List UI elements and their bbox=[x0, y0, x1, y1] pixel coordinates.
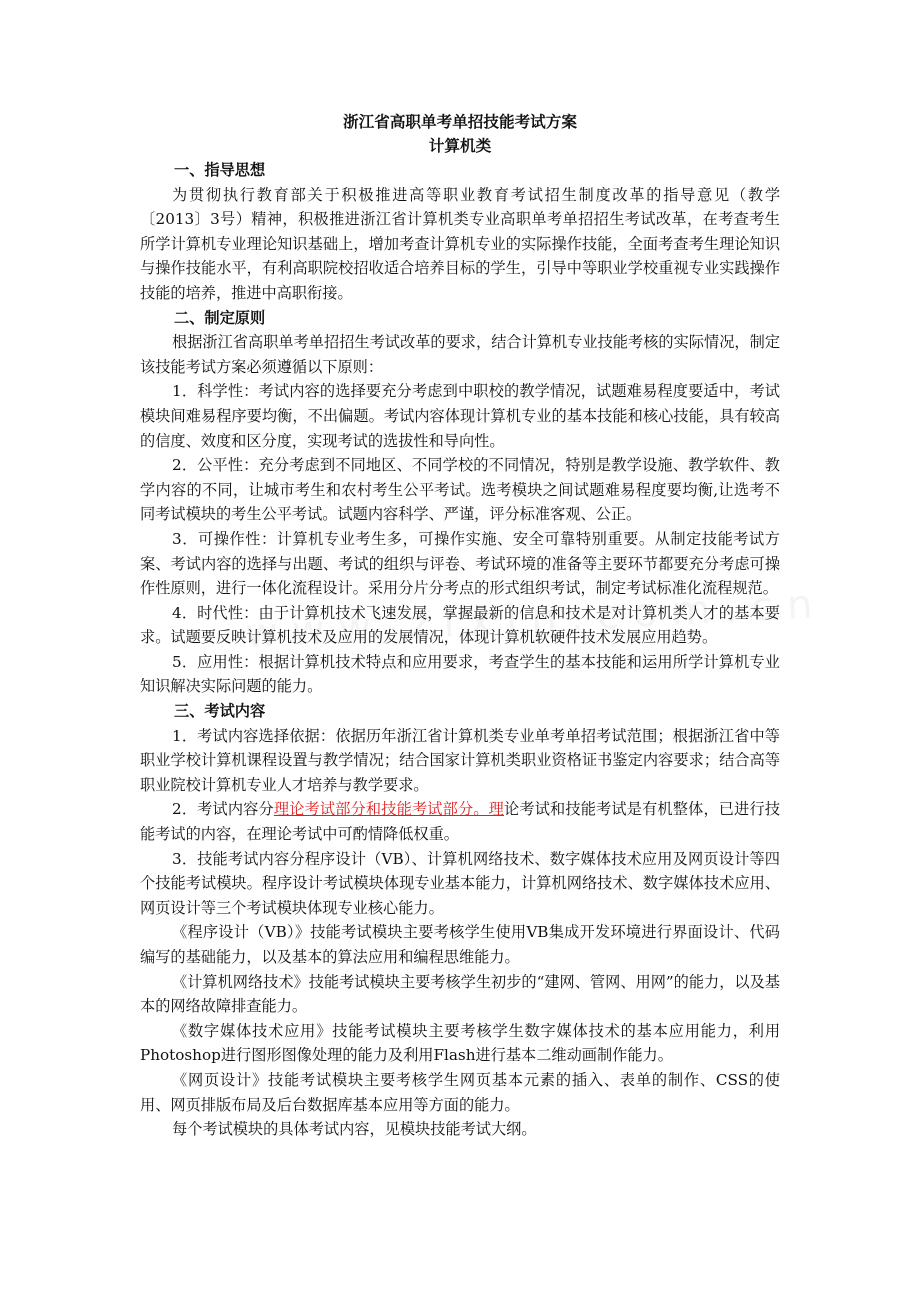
paragraph: 为贯彻执行教育部关于积极推进高等职业教育考试招生制度改革的指导意见（教学〔2013〕3号）精神，积极推进浙江省计算机类专业高职单考单招招生考试改革，在考查考生所学计算机专业理论知识基础上，增加考查计算机专业的实际操作技能，全面考查考生理论知识与操作技能水平，有利高职院校招收适合培养目标的学生，引导中等职业学校重视专业实践操作技能的培养，推进中高职衔接。 bbox=[140, 185, 780, 302]
paragraph: 5．应用性：根据计算机技术特点和应用要求，考查学生的基本技能和运用所学计算机专业知识解决实际问题的能力。 bbox=[140, 652, 780, 696]
document-subtitle: 计算机类 bbox=[428, 137, 492, 155]
paragraph: 根据浙江省高职单考单招招生考试改革的要求，结合计算机专业技能考核的实际情况，制定该技能考试方案必须遵循以下原则： bbox=[140, 333, 780, 376]
text-segment: 2．考试内容分 bbox=[172, 800, 274, 819]
paragraph: 每个考试模块的具体考试内容，见模块技能考试大纲。 bbox=[172, 1120, 537, 1139]
document-title: 浙江省高职单考单招技能考试方案 bbox=[343, 113, 577, 131]
section-heading-guiding-ideology: 一、指导思想 bbox=[174, 161, 266, 179]
paragraph: 2．公平性：充分考虑到不同地区、不同学校的不同情况，特别是教学设施、教学软件、教学内容的不同，让城市考生和农村考生公平考试。选考模块之间试题难易程度要均衡,让选考不同考试模块的考生公平考试。试题内容科学、严谨，评分标准客观、公正。 bbox=[140, 456, 780, 524]
paragraph: 《网页设计》技能考试模块主要考核学生网页基本元素的插入、表单的制作、CSS的使用、网页排版布局及后台数据库基本应用等方面的能力。 bbox=[140, 1070, 780, 1114]
paragraph: 《计算机网络技术》技能考试模块主要考核学生初步的“建网、管网、用网”的能力，以及基本的网络故障排查能力。 bbox=[140, 972, 780, 1016]
paragraph: 1．科学性：考试内容的选择要充分考虑到中职校的教学情况，试题难易程度要适中，考试模块间难易程序要均衡，不出偏题。考试内容体现计算机专业的基本技能和核心技能，具有较高的信度、效度和区分度，实现考试的选拔性和导向性。 bbox=[140, 382, 780, 450]
section-heading-principles: 二、制定原则 bbox=[174, 308, 266, 327]
section-heading-exam-content: 三、考试内容 bbox=[174, 702, 266, 721]
paragraph: 3．技能考试内容分程序设计（VB）、计算机网络技术、数字媒体技术应用及网页设计等四个技能考试模块。程序设计考试模块体现专业基本能力，计算机网络技术、数字媒体技术应用、网页设计等三个考试模块体现专业核心能力。 bbox=[140, 849, 780, 917]
highlighted-text: 理论考试部分和技能考试部分。理 bbox=[273, 800, 505, 819]
paragraph-with-highlight bbox=[140, 797, 780, 846]
paragraph: 4．时代性：由于计算机技术飞速发展，掌握最新的信息和技术是对计算机类人才的基本要求。试题要反映计算机技术及应用的发展情况，体现计算机软硬件技术发展应用趋势。 bbox=[140, 603, 780, 647]
paragraph: 《数字媒体技术应用》技能考试模块主要考核学生数字媒体技术的基本应用能力，利用Photoshop进行图形图像处理的能力及利用Flash进行基本二维动画制作能力。 bbox=[140, 1021, 780, 1065]
document-page bbox=[140, 110, 780, 1142]
paragraph: 《程序设计（VB）》技能考试模块主要考核学生使用VB集成开发环境进行界面设计、代码编写的基础能力，以及基本的算法应用和编程思维能力。 bbox=[140, 923, 780, 966]
text-segment: 论考试和技能考试是有机整体，已进行技能考试的内容，在理论考试中可酌情降低权重。 bbox=[140, 800, 781, 844]
paragraph: 1．考试内容选择依据：依据历年浙江省计算机类专业单考单招考试范围；根据浙江省中等职业学校计算机课程设置与教学情况；结合国家计算机类职业资格证书鉴定内容要求；结合高等职业院校计算机专业人才培养与教学要求。 bbox=[140, 726, 780, 794]
paragraph: 3．可操作性：计算机专业考生多，可操作实施、安全可靠特别重要。从制定技能考试方案、考试内容的选择与出题、考试的组织与评卷、考试环境的准备等主要环节都要充分考虑可操作性原则，进行一体化流程设计。采用分片分考点的形式组织考试，制定考试标准化流程规范。 bbox=[140, 529, 780, 598]
